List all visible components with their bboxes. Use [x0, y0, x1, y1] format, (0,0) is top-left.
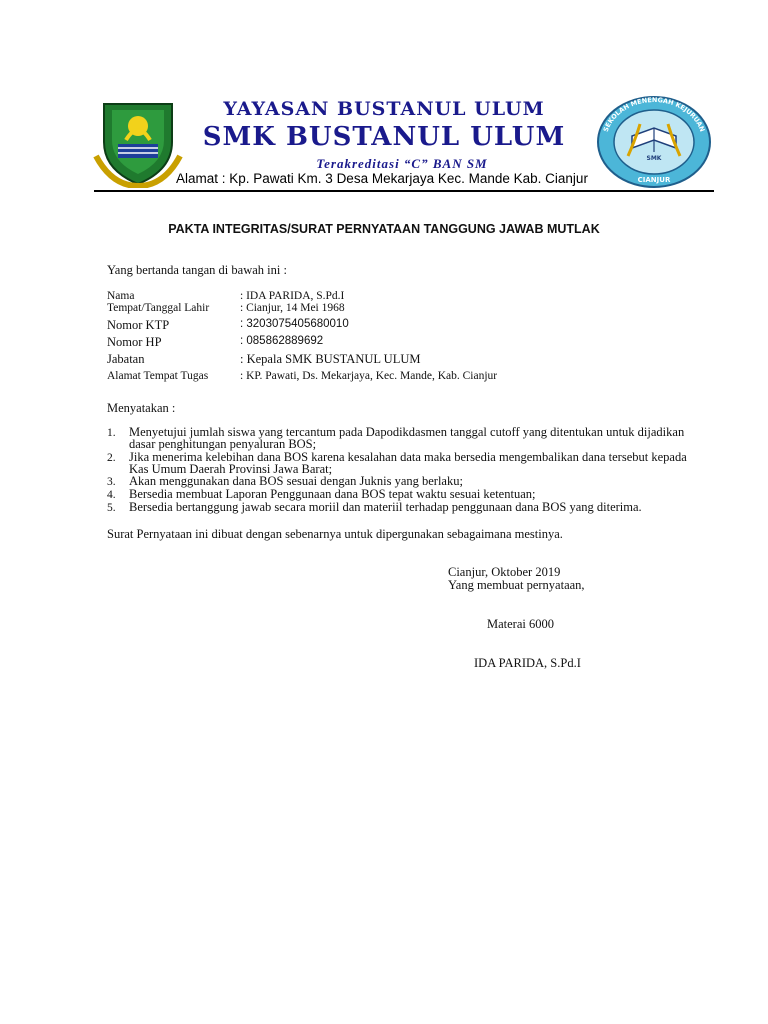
field-label-nama: Nama	[107, 290, 135, 302]
maker-label: Yang membuat pernyataan,	[448, 578, 585, 592]
field-label-jabatan: Jabatan	[107, 352, 145, 366]
place-date: Cianjur, Oktober 2019	[448, 565, 561, 579]
logo-bottom-text: CIANJUR	[637, 176, 671, 184]
statement-number: 5.	[107, 502, 116, 514]
field-label-ktp: Nomor KTP	[107, 318, 170, 332]
field-label-hp: Nomor HP	[107, 335, 162, 349]
accreditation: Terakreditasi “C” BAN SM	[316, 156, 488, 171]
statement-number: 2.	[107, 452, 116, 464]
statement-item: Akan menggunakan dana BOS sesuai dengan Juknis yang berlaku;	[129, 474, 463, 488]
statement-number: 3.	[107, 476, 116, 488]
statement-item: Bersedia bertanggung jawab secara moriil dan materiil terhadap penggunaan dana BOS yang diterima.	[129, 500, 642, 514]
field-value-hp: : 085862889692	[240, 335, 324, 347]
field-value-ktp: : 3203075405680010	[240, 318, 349, 330]
field-value-ttl: : Cianjur, 14 Mei 1968	[240, 302, 345, 314]
statement-number: 1.	[107, 427, 116, 439]
document-title: PAKTA INTEGRITAS/SURAT PERNYATAAN TANGGUNG JAWAB MUTLAK	[168, 222, 600, 236]
field-value-alamat-tugas: : KP. Pawati, Ds. Mekarjaya, Kec. Mande, Kab. Cianjur	[240, 370, 498, 382]
logo-book-label: SMK	[646, 155, 662, 162]
field-value-jabatan: : Kepala SMK BUSTANUL ULUM	[240, 352, 421, 366]
stamp-duty-note: Materai 6000	[487, 617, 554, 631]
school-address: Alamat : Kp. Pawati Km. 3 Desa Mekarjaya Kec. Mande Kab. Cianjur	[176, 171, 588, 186]
field-label-alamat-tugas: Alamat Tempat Tugas	[107, 370, 209, 382]
signer-name: IDA PARIDA, S.Pd.I	[474, 656, 581, 670]
foundation-name: YAYASAN BUSTANUL ULUM	[223, 98, 545, 120]
intro-text: Yang bertanda tangan di bawah ini :	[107, 263, 287, 277]
field-label-ttl: Tempat/Tanggal Lahir	[107, 302, 210, 314]
statement-item: Menyetujui jumlah siswa yang tercantum pada Dapodikdasmen tanggal cutoff yang ditentukan untuk dijadikan dasar penghitungan penyaluran BOS;	[129, 425, 685, 451]
statement-item: Bersedia membuat Laporan Penggunaan dana BOS tepat waktu sesuai ketentuan;	[129, 487, 536, 501]
letterhead-divider	[94, 190, 714, 192]
closing-statement: Surat Pernyataan ini dibuat dengan sebenarnya untuk dipergunakan sebagaimana mestinya.	[107, 527, 563, 541]
declares-label: Menyatakan :	[107, 401, 176, 415]
statement-item: Jika menerima kelebihan dana BOS karena kesalahan data maka bersedia mengembalikan dana tersebut kepada Kas Umum Daerah Provinsi Jawa Barat;	[129, 450, 687, 476]
school-name: SMK BUSTANUL ULUM	[202, 122, 566, 152]
statement-number: 4.	[107, 489, 116, 501]
logo-ring-text: SEKOLAH MENENGAH KEJURUAN	[601, 96, 707, 133]
field-value-nama: : IDA PARIDA, S.Pd.I	[240, 290, 345, 302]
